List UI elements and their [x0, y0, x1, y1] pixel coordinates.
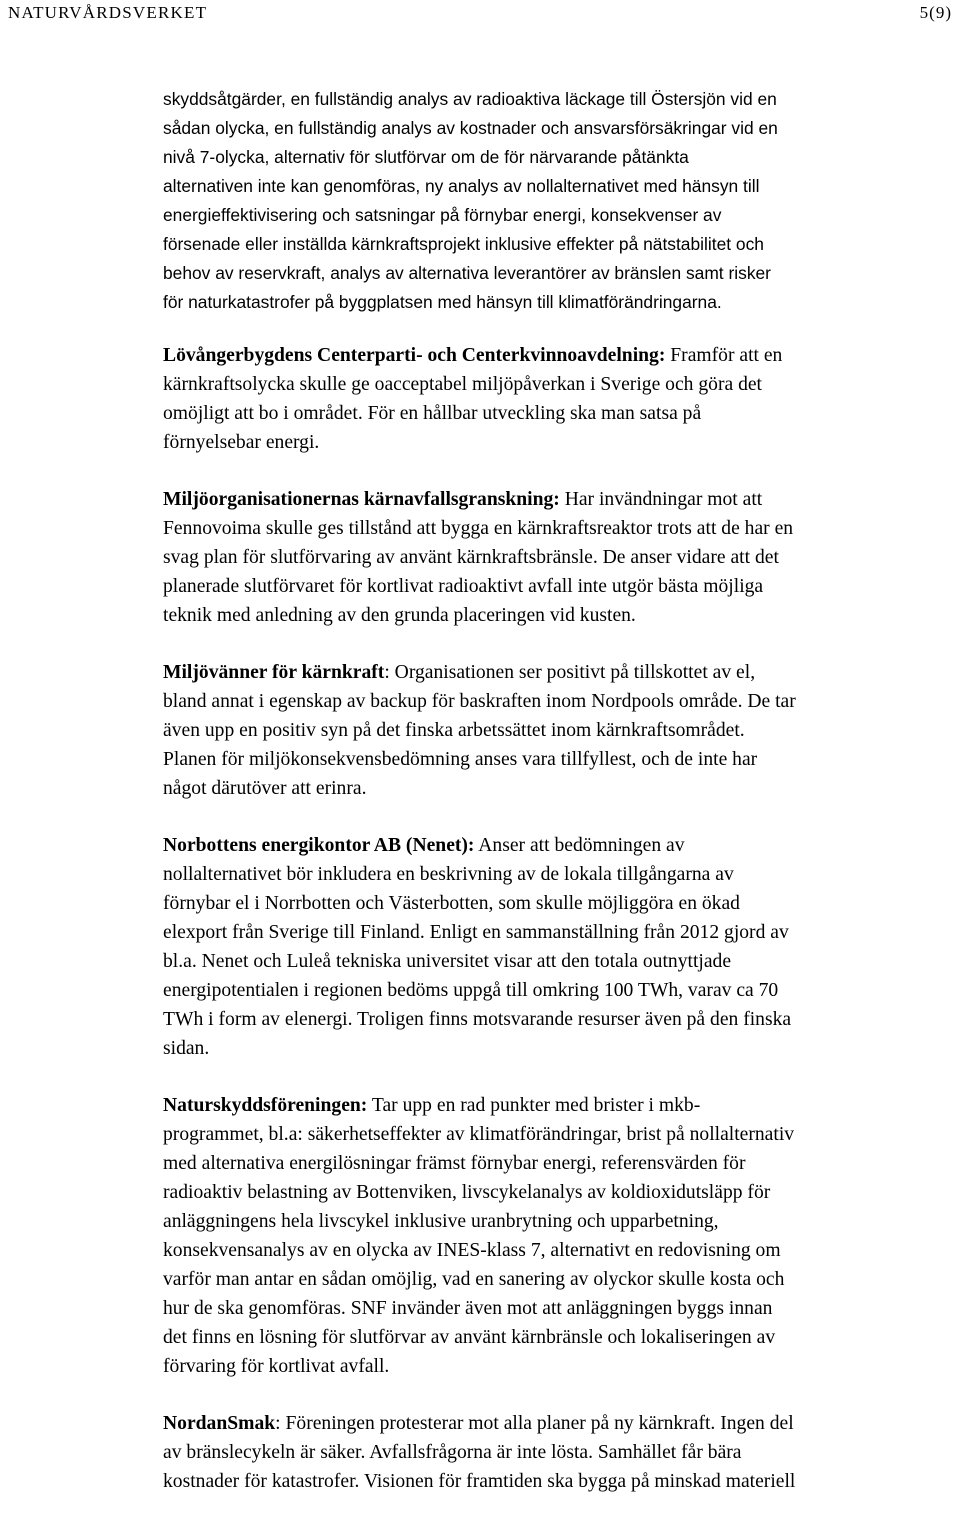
- text-line: nivå 7-olycka, alternativ för slutförvar om de för närvarande påtänkta: [163, 147, 689, 167]
- text-line: med alternativa energilösningar främst förnybar energi, referensvärden för: [163, 1153, 746, 1174]
- organization-name: NordanSmak: [163, 1413, 276, 1434]
- text-line: elexport från Sverige till Finland. Enligt en sammanställning från 2012 gjord av: [163, 922, 789, 943]
- organization-name: Naturskyddsföreningen:: [163, 1095, 368, 1116]
- text-line: teknik med anledning av den grunda placeringen vid kusten.: [163, 605, 636, 626]
- text-line: varför man antar en sådan omöjlig, vad en sanering av olyckor skulle kosta och: [163, 1269, 785, 1290]
- text-line: försenade eller inställda kärnkraftsprojekt inklusive effekter på nätstabilitet och: [163, 234, 764, 254]
- text-line: något därutöver att erinra.: [163, 778, 367, 799]
- text-line: förvaring för kortlivat avfall.: [163, 1356, 390, 1377]
- text-line: [163, 831, 960, 860]
- text-line: [163, 1409, 960, 1438]
- paragraph-nordansmak: [163, 1409, 960, 1496]
- text-line: sådan olycka, en fullständig analys av kostnader och ansvarsförsäkringar vid en: [163, 118, 778, 138]
- text-line: kärnkraftsolycka skulle ge oacceptabel miljöpåverkan i Sverige och göra det: [163, 374, 763, 395]
- text-line: programmet, bl.a: säkerhetseffekter av klimatförändringar, brist på nollalternativ: [163, 1124, 795, 1145]
- text-line: sidan.: [163, 1038, 210, 1059]
- text-line: förnybar el i Norrbotten och Västerbotten, som skulle möjliggöra en ökad: [163, 893, 740, 914]
- text-line: [163, 1091, 960, 1120]
- text-line: kostnader för katastrofer. Visionen för framtiden ska bygga på minskad materiell: [163, 1471, 796, 1492]
- text-line: [163, 341, 960, 370]
- text-line: bl.a. Nenet och Luleå tekniska universitet visar att den totala outnyttjade: [163, 951, 732, 972]
- text-line: för naturkatastrofer på byggplatsen med hänsyn till klimatförändringarna.: [163, 292, 722, 312]
- paragraph-miljoorganisationernas-karnavfallsgranskning: [163, 485, 960, 630]
- text-line: planerade slutförvaret för kortlivat radioaktivt avfall inte utgör bästa möjliga: [163, 576, 764, 597]
- text-line: omöjligt att bo i området. För en hållbar utveckling ska man satsa på: [163, 403, 702, 424]
- text-line: TWh i form av elenergi. Troligen finns motsvarande resurser även på den finska: [163, 1009, 792, 1030]
- text-line: svag plan för slutförvaring av använt kärnkraftsbränsle. De anser vidare att det: [163, 547, 779, 568]
- text-line: [163, 485, 960, 514]
- text-line: hur de ska genomföras. SNF invänder även mot att anläggningen byggs innan: [163, 1298, 773, 1319]
- paragraph-miljovanner-for-karnkraft: [163, 658, 960, 803]
- text-line: Planen för miljökonsekvensbedömning anses vara tillfyllest, och de inte har: [163, 749, 758, 770]
- paragraph-lovangerbygdens-centerparti: [163, 341, 960, 457]
- text-line: [163, 658, 960, 687]
- text-line: Fennovoima skulle ges tillstånd att bygga en kärnkraftsreaktor trots att de har en: [163, 518, 794, 539]
- text-line: bland annat i egenskap av backup för baskraften inom Nordpools område. De tar: [163, 691, 796, 712]
- document-body: [163, 85, 960, 1524]
- organization-name: Miljöorganisationernas kärnavfallsgranskning:: [163, 489, 560, 510]
- header-organization: NATURVÅRDSVERKET: [8, 3, 208, 22]
- text-line: konsekvensanalys av en olycka av INES-klass 7, alternativt en redovisning om: [163, 1240, 781, 1261]
- text-line: nollalternativet bör inkludera en beskrivning av de lokala tillgångarna av: [163, 864, 734, 885]
- text-line: det finns en lösning för slutförvar av använt kärnbränsle och lokaliseringen av: [163, 1327, 776, 1348]
- text-line: alternativen inte kan genomföras, ny analys av nollalternativet med hänsyn till: [163, 176, 760, 196]
- text-line: skyddsåtgärder, en fullständig analys av radioaktiva läckage till Östersjön vid en: [163, 89, 777, 109]
- text-line: energipotentialen i regionen bedöms uppgå till omkring 100 TWh, varav ca 70: [163, 980, 779, 1001]
- text-fragment: Tar upp en rad punkter med brister i mkb-: [367, 1095, 701, 1116]
- text-fragment: Anser att bedömningen av: [474, 835, 685, 856]
- paragraph-norbottens-energikontor: [163, 831, 960, 1063]
- text-line: av bränslecykeln är säker. Avfallsfrågorna är inte lösta. Samhället får bära: [163, 1442, 742, 1463]
- organization-name: Norbottens energikontor AB (Nenet):: [163, 835, 475, 856]
- text-fragment: Framför att en: [665, 345, 783, 366]
- text-fragment: : Organisationen ser positivt på tillskottet av el,: [384, 662, 756, 683]
- text-line: energieffektivisering och satsningar på förnybar energi, konsekvenser av: [163, 205, 722, 225]
- paragraph-continued: [163, 85, 960, 317]
- text-fragment: : Föreningen protesterar mot alla planer på ny kärnkraft. Ingen del: [275, 1413, 794, 1434]
- text-line: anläggningens hela livscykel inklusive uranbrytning och upparbetning,: [163, 1211, 719, 1232]
- organization-name: Miljövänner för kärnkraft: [163, 662, 385, 683]
- text-line: även upp en positiv syn på det finska arbetssättet inom kärnkraftsområdet.: [163, 720, 745, 741]
- text-fragment: Har invändningar mot att: [559, 489, 763, 510]
- text-line: radioaktiv belastning av Bottenviken, livscykelanalys av koldioxidutsläpp för: [163, 1182, 771, 1203]
- paragraph-naturskyddsforeningen: [163, 1091, 960, 1381]
- organization-name: Lövångerbygdens Centerparti- och Centerkvinnoavdelning:: [163, 345, 666, 366]
- page-number: 5(9): [919, 3, 952, 22]
- text-line: förnyelsebar energi.: [163, 432, 320, 453]
- text-line: behov av reservkraft, analys av alternativa leverantörer av bränslen samt risker: [163, 263, 771, 283]
